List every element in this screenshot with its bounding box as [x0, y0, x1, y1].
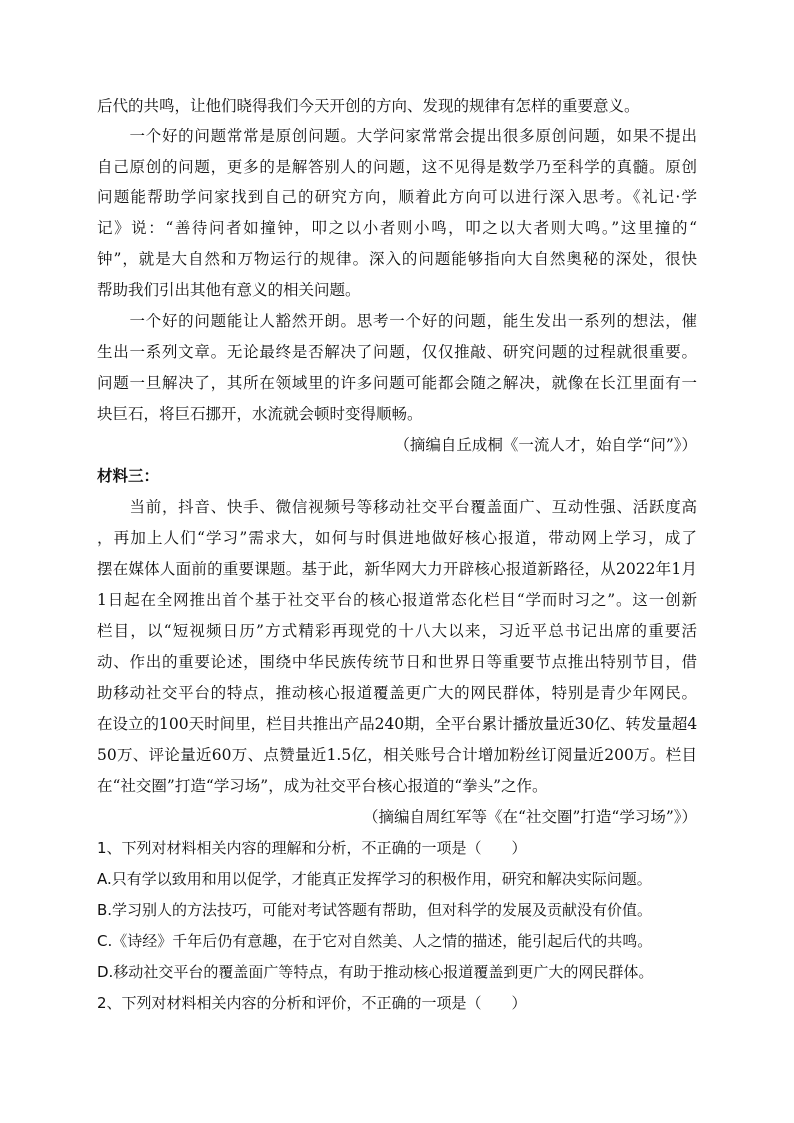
paragraph-line: 问题一旦解决了，其所在领域里的许多问题可能都会随之解决，就像在长江里面有一: [97, 374, 697, 392]
paragraph-line: 1日起在全网推出首个基于社交平台的核心报道常态化栏目“学而时习之”。这一创新: [97, 591, 697, 609]
source-citation: （摘编自周红军等《在“社交圈”打造“学习场”》）: [363, 808, 697, 826]
paragraph-line: 栏目，以“短视频日历”方式精彩再现党的十八大以来，习近平总书记出席的重要活: [97, 622, 697, 640]
paragraph-line: 摆在媒体人面前的重要课题。基于此，新华网大力开辟核心报道新路径，从2022年1月: [97, 560, 697, 578]
paragraph-line: 记》说：“善待问者如撞钟，叩之以小者则小鸣，叩之以大者则大鸣。”这里撞的“: [97, 219, 697, 237]
paragraph-line: 50万、评论量近60万、点赞量近1.5亿，相关账号合计增加粉丝订阅量近200万。栏目: [97, 746, 697, 764]
question-option: D.移动社交平台的覆盖面广等特点，有助于推动核心报道覆盖到更广大的网民群体。: [97, 963, 654, 981]
section-heading: 材料三：: [97, 466, 160, 485]
question-option: B.学习别人的方法技巧，可能对考试答题有帮助，但对科学的发展及贡献没有价值。: [97, 901, 653, 919]
question-stem: 1、下列对材料相关内容的理解和分析，不正确的一项是（ ）: [97, 839, 527, 857]
paragraph-line: 生出一系列文章。无论最终是否解决了问题，仅仅推敲、研究问题的过程就很重要。: [97, 343, 697, 361]
paragraph-line: 动、作出的重要论述，围绕中华民族传统节日和世界日等重要节点推出特别节目，借: [97, 653, 697, 671]
paragraph-line: 一个好的问题常常是原创问题。大学问家常常会提出很多原创问题，如果不提出: [97, 127, 697, 145]
question-stem: 2、下列对材料相关内容的分析和评价，不正确的一项是（ ）: [97, 994, 527, 1012]
paragraph-line: 块巨石，将巨石挪开，水流就会顿时变得顺畅。: [97, 405, 423, 423]
paragraph-line: 一个好的问题能让人豁然开朗。思考一个好的问题，能生发出一系列的想法，催: [97, 312, 697, 330]
paragraph-line: 帮助我们引出其他有意义的相关问题。: [97, 281, 361, 299]
paragraph-line: 后代的共鸣，让他们晓得我们今天开创的方向、发现的规律有怎样的重要意义。: [97, 97, 640, 115]
paragraph-line: 当前，抖音、快手、微信视频号等移动社交平台覆盖面广、互动性强、活跃度高: [97, 498, 697, 516]
question-option: C.《诗经》千年后仍有意趣，在于它对自然美、人之情的描述，能引起后代的共鸣。: [97, 932, 653, 950]
paragraph-line: 在设立的100天时间里，栏目共推出产品240期，全平台累计播放量近30亿、转发量超4: [97, 715, 698, 733]
paragraph-line: 在“社交圈”打造“学习场”，成为社交平台核心报道的“拳头”之作。: [97, 777, 548, 795]
paragraph-line: 自己原创的问题，更多的是解答别人的问题，这不见得是数学乃至科学的真髓。原创: [97, 158, 697, 176]
paragraph-line: 钟”，就是大自然和万物运行的规律。深入的问题能够指向大自然奥秘的深处，很快: [97, 250, 697, 268]
question-option: A.只有学以致用和用以促学，才能真正发挥学习的积极作用，研究和解决实际问题。: [97, 870, 652, 888]
paragraph-line: ，再加上人们“学习”需求大，如何与时俱进地做好核心报道，带动网上学习，成了: [97, 529, 697, 547]
source-citation: （摘编自丘成桐《一流人才，始自学“问”》）: [394, 436, 697, 454]
paragraph-line: 问题能帮助学问家找到自己的研究方向，顺着此方向可以进行深入思考。《礼记·学: [97, 188, 697, 206]
paragraph-line: 助移动社交平台的特点，推动核心报道覆盖更广大的网民群体，特别是青少年网民。: [97, 684, 697, 702]
